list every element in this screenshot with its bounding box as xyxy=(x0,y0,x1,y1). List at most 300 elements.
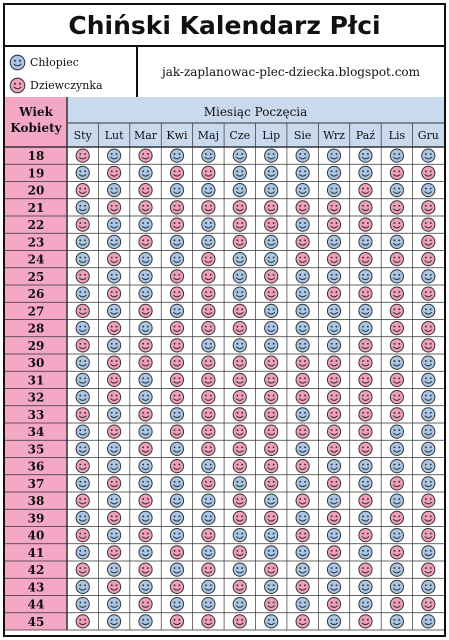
smiley-icon-girl xyxy=(296,494,309,507)
smiley-icon-boy xyxy=(108,563,121,576)
smiley-icon-boy xyxy=(108,149,121,162)
calendar-sheet xyxy=(3,3,446,637)
legend-item-boy xyxy=(9,52,79,72)
smiley-icon-boy xyxy=(233,598,246,611)
age-label-19: 19 xyxy=(27,166,45,181)
smiley-icon-girl xyxy=(139,442,152,455)
smiley-icon-boy xyxy=(296,184,309,197)
smiley-icon-girl xyxy=(359,529,372,542)
smiley-icon-girl xyxy=(296,615,309,628)
month-label-3: Kwi xyxy=(166,129,188,142)
smiley-icon-girl xyxy=(170,322,183,335)
smiley-icon-girl xyxy=(390,477,403,490)
smiley-icon-boy xyxy=(139,460,152,473)
smiley-icon-boy xyxy=(296,598,309,611)
age-label-26: 26 xyxy=(27,287,45,302)
smiley-icon-girl xyxy=(76,218,89,231)
smiley-icon-boy xyxy=(202,149,215,162)
smiley-icon-boy xyxy=(265,339,278,352)
smiley-icon-girl xyxy=(296,580,309,593)
smiley-icon-girl xyxy=(327,598,340,611)
smiley-icon-boy xyxy=(108,218,121,231)
smiley-icon-girl xyxy=(296,235,309,248)
smiley-icon-girl xyxy=(359,184,372,197)
smiley-icon-boy xyxy=(108,408,121,421)
age-label-41: 41 xyxy=(27,545,45,560)
smiley-icon-boy xyxy=(265,615,278,628)
smiley-icon-boy xyxy=(327,149,340,162)
smiley-icon-girl xyxy=(170,287,183,300)
smiley-icon-boy xyxy=(202,546,215,559)
smiley-icon-boy xyxy=(139,477,152,490)
smiley-icon-girl xyxy=(139,339,152,352)
smiley-icon-boy xyxy=(265,166,278,179)
smiley-icon-boy xyxy=(76,477,89,490)
smiley-icon-girl xyxy=(139,494,152,507)
age-header-line-1: Wiek xyxy=(19,105,53,119)
smiley-icon-boy xyxy=(139,218,152,231)
smiley-icon-girl xyxy=(108,356,121,369)
smiley-icon-boy xyxy=(327,580,340,593)
smiley-icon-boy xyxy=(170,563,183,576)
smiley-icon-boy xyxy=(170,477,183,490)
smiley-icon-boy xyxy=(202,184,215,197)
smiley-icon-boy xyxy=(170,149,183,162)
smiley-icon-girl xyxy=(233,408,246,421)
smiley-icon-girl xyxy=(390,166,403,179)
smiley-icon-girl xyxy=(327,442,340,455)
smiley-icon-girl xyxy=(296,201,309,214)
smiley-icon-girl xyxy=(233,373,246,386)
smiley-icon-boy xyxy=(76,166,89,179)
smiley-icon-boy xyxy=(296,149,309,162)
smiley-icon-boy xyxy=(139,166,152,179)
smiley-icon-girl xyxy=(265,442,278,455)
smiley-icon-girl xyxy=(76,529,89,542)
month-label-1: Lut xyxy=(104,129,124,142)
smiley-icon-boy xyxy=(390,270,403,283)
smiley-icon-girl xyxy=(265,563,278,576)
smiley-icon-girl xyxy=(390,598,403,611)
smiley-icon-boy xyxy=(296,304,309,317)
smiley-icon-boy xyxy=(327,184,340,197)
smiley-icon-girl xyxy=(390,253,403,266)
smiley-icon-boy xyxy=(202,460,215,473)
smiley-icon-girl xyxy=(390,546,403,559)
smiley-icon-boy xyxy=(422,149,435,162)
smiley-icon-girl xyxy=(202,425,215,438)
smiley-icon-boy xyxy=(359,598,372,611)
smiley-icon-girl xyxy=(202,373,215,386)
legend xyxy=(5,47,138,99)
smiley-icon-girl xyxy=(359,339,372,352)
smiley-icon-boy xyxy=(139,580,152,593)
smiley-icon-boy xyxy=(390,563,403,576)
smiley-icon-boy xyxy=(422,184,435,197)
smiley-icon-girl xyxy=(170,373,183,386)
month-label-0: Sty xyxy=(73,129,92,142)
smiley-icon-boy xyxy=(139,322,152,335)
month-label-5: Cze xyxy=(229,129,251,142)
smiley-icon-girl xyxy=(76,615,89,628)
smiley-icon-boy xyxy=(359,580,372,593)
age-label-39: 39 xyxy=(27,511,45,526)
smiley-icon-boy xyxy=(359,511,372,524)
smiley-icon-boy xyxy=(296,442,309,455)
smiley-icon-girl xyxy=(422,201,435,214)
smiley-icon-boy xyxy=(327,615,340,628)
smiley-icon-girl xyxy=(390,287,403,300)
smiley-icon-boy xyxy=(296,408,309,421)
smiley-icon-girl xyxy=(108,166,121,179)
smiley-icon-boy xyxy=(108,270,121,283)
smiley-icon-boy xyxy=(359,166,372,179)
gender-table xyxy=(5,97,444,635)
smiley-icon-girl xyxy=(265,356,278,369)
age-label-30: 30 xyxy=(27,356,45,371)
smiley-icon-boy xyxy=(170,442,183,455)
smiley-icon-girl xyxy=(359,253,372,266)
smiley-icon-boy xyxy=(233,563,246,576)
smiley-icon-boy xyxy=(108,494,121,507)
smiley-icon-boy xyxy=(327,339,340,352)
smiley-icon-boy xyxy=(202,218,215,231)
age-label-36: 36 xyxy=(27,459,45,474)
smiley-icon-boy xyxy=(422,615,435,628)
smiley-icon-boy xyxy=(296,166,309,179)
smiley-icon-girl xyxy=(359,442,372,455)
smiley-icon-girl xyxy=(108,201,121,214)
smiley-icon-boy xyxy=(139,511,152,524)
smiley-icon-girl xyxy=(76,149,89,162)
smiley-icon-girl xyxy=(233,546,246,559)
website-link[interactable]: jak-zaplanowac-plec-dziecka.blogspot.com xyxy=(138,47,444,99)
smiley-icon-boy xyxy=(422,391,435,404)
smiley-icon-girl xyxy=(327,218,340,231)
smiley-icon-girl xyxy=(108,425,121,438)
smiley-icon-girl xyxy=(202,322,215,335)
smiley-icon-girl xyxy=(265,270,278,283)
smiley-icon-boy xyxy=(233,477,246,490)
smiley-icon-boy xyxy=(422,356,435,369)
smiley-icon-girl xyxy=(233,391,246,404)
smiley-icon-boy xyxy=(76,511,89,524)
smiley-icon-boy xyxy=(76,373,89,386)
smiley-icon-girl xyxy=(170,218,183,231)
smiley-icon-girl xyxy=(359,563,372,576)
smiley-icon-boy xyxy=(233,253,246,266)
smiley-icon-boy xyxy=(265,235,278,248)
age-label-29: 29 xyxy=(27,338,45,353)
smiley-icon-girl xyxy=(359,218,372,231)
smiley-icon-girl xyxy=(296,460,309,473)
smiley-icon-girl xyxy=(359,356,372,369)
smiley-icon-girl xyxy=(422,235,435,248)
smiley-icon-boy xyxy=(359,477,372,490)
smiley-icon-girl xyxy=(170,425,183,438)
smiley-icon-girl xyxy=(233,580,246,593)
smiley-icon-girl xyxy=(202,563,215,576)
smiley-icon-boy xyxy=(202,580,215,593)
smiley-icon-boy xyxy=(422,460,435,473)
smiley-icon-boy xyxy=(390,235,403,248)
month-label-8: Wrz xyxy=(323,129,345,142)
smiley-icon-boy xyxy=(296,218,309,231)
month-label-2: Mar xyxy=(133,129,158,142)
smiley-icon-girl xyxy=(422,563,435,576)
smiley-icon-boy xyxy=(139,287,152,300)
smiley-icon-girl xyxy=(359,201,372,214)
smiley-icon-boy xyxy=(327,304,340,317)
smiley-icon-girl xyxy=(108,391,121,404)
smiley-icon-boy xyxy=(170,235,183,248)
smiley-icon-boy xyxy=(422,408,435,421)
smiley-icon-girl xyxy=(265,598,278,611)
smiley-icon-girl xyxy=(390,391,403,404)
smiley-icon-girl xyxy=(170,166,183,179)
smiley-icon-girl xyxy=(390,373,403,386)
smiley-icon-boy xyxy=(296,270,309,283)
smiley-icon-girl xyxy=(202,166,215,179)
month-label-4: Maj xyxy=(197,129,219,142)
smiley-icon-boy xyxy=(76,235,89,248)
smiley-icon-girl xyxy=(422,253,435,266)
smiley-icon-boy xyxy=(296,546,309,559)
smiley-icon-girl xyxy=(76,563,89,576)
smiley-icon-boy xyxy=(108,529,121,542)
age-label-33: 33 xyxy=(27,407,45,422)
age-label-34: 34 xyxy=(27,425,45,440)
smiley-icon-boy xyxy=(202,235,215,248)
smiley-icon-girl xyxy=(390,511,403,524)
smiley-icon-boy xyxy=(233,166,246,179)
smiley-icon-boy xyxy=(202,494,215,507)
smiley-icon-girl xyxy=(422,511,435,524)
smiley-icon-girl xyxy=(422,494,435,507)
smiley-icon-girl xyxy=(170,615,183,628)
smiley-icon-girl xyxy=(202,270,215,283)
smiley-icon-girl xyxy=(139,529,152,542)
smiley-icon-boy xyxy=(139,546,152,559)
smiley-icon-boy xyxy=(233,529,246,542)
age-label-42: 42 xyxy=(27,563,45,578)
smiley-icon-girl xyxy=(170,460,183,473)
smiley-icon-girl xyxy=(76,408,89,421)
smiley-icon-boy xyxy=(76,580,89,593)
smiley-icon-girl xyxy=(296,356,309,369)
smiley-icon-girl xyxy=(233,356,246,369)
smiley-icon-girl xyxy=(265,287,278,300)
smiley-icon-girl xyxy=(422,339,435,352)
age-header-line-2: Kobiety xyxy=(10,121,62,135)
smiley-icon-girl xyxy=(233,201,246,214)
smiley-icon-girl xyxy=(233,615,246,628)
smiley-icon-boy xyxy=(327,529,340,542)
smiley-icon-boy xyxy=(327,166,340,179)
smiley-icon-girl xyxy=(202,391,215,404)
age-label-25: 25 xyxy=(27,269,45,284)
smiley-icon-girl xyxy=(233,235,246,248)
smiley-icon-girl xyxy=(139,235,152,248)
smiley-icon-girl xyxy=(233,442,246,455)
smiley-icon-boy xyxy=(327,460,340,473)
smiley-icon-boy xyxy=(139,270,152,283)
smiley-icon-girl xyxy=(108,511,121,524)
smiley-icon-boy xyxy=(422,477,435,490)
smiley-icon-girl xyxy=(390,408,403,421)
smiley-icon-boy xyxy=(233,184,246,197)
smiley-icon-boy xyxy=(170,304,183,317)
smiley-icon-boy xyxy=(359,304,372,317)
smiley-icon-girl xyxy=(202,304,215,317)
smiley-icon-boy xyxy=(76,425,89,438)
smiley-icon-girl xyxy=(359,425,372,438)
smiley-icon-boy xyxy=(233,287,246,300)
smiley-icon-girl xyxy=(359,494,372,507)
smiley-icon-boy xyxy=(76,322,89,335)
smiley-icon-boy xyxy=(296,287,309,300)
smiley-icon-boy xyxy=(233,339,246,352)
smiley-icon-girl xyxy=(170,356,183,369)
smiley-icon-boy xyxy=(170,253,183,266)
smiley-icon-boy xyxy=(359,235,372,248)
smiley-icon-boy xyxy=(296,339,309,352)
smiley-icon-boy xyxy=(265,529,278,542)
legend-item-girl xyxy=(9,75,103,95)
smiley-icon-boy xyxy=(390,425,403,438)
smiley-icon-boy xyxy=(76,546,89,559)
smiley-icon-girl xyxy=(108,322,121,335)
smiley-icon-girl xyxy=(202,477,215,490)
age-label-40: 40 xyxy=(27,528,45,543)
smiley-icon-boy xyxy=(422,425,435,438)
smiley-icon-boy xyxy=(390,615,403,628)
age-label-32: 32 xyxy=(27,390,45,405)
smiley-icon-girl xyxy=(327,477,340,490)
smiley-icon-girl xyxy=(202,287,215,300)
smiley-icon-girl xyxy=(265,460,278,473)
month-label-10: Lis xyxy=(388,129,406,142)
smiley-icon-boy xyxy=(390,529,403,542)
smiley-icon-girl xyxy=(265,425,278,438)
smiley-icon-boy xyxy=(139,253,152,266)
smiley-icon-girl xyxy=(422,287,435,300)
smiley-icon-girl xyxy=(139,184,152,197)
smiley-icon-boy xyxy=(108,460,121,473)
smiley-icon-boy xyxy=(139,425,152,438)
smiley-icon-girl xyxy=(359,287,372,300)
smiley-icon-girl xyxy=(202,442,215,455)
smiley-icon-boy xyxy=(359,149,372,162)
smiley-icon-girl xyxy=(265,391,278,404)
smiley-icon-girl xyxy=(170,391,183,404)
smiley-icon-boy xyxy=(422,373,435,386)
smiley-icon-girl xyxy=(202,529,215,542)
smiley-icon-girl xyxy=(139,149,152,162)
smiley-icon-girl xyxy=(327,408,340,421)
smiley-icon-girl xyxy=(108,287,121,300)
smiley-icon-boy xyxy=(139,373,152,386)
smiley-icon-girl xyxy=(202,253,215,266)
smiley-icon-boy xyxy=(202,339,215,352)
smiley-icon-girl xyxy=(390,339,403,352)
smiley-icon-boy xyxy=(422,270,435,283)
smiley-icon-boy xyxy=(390,356,403,369)
age-label-35: 35 xyxy=(27,442,45,457)
smiley-icon-girl xyxy=(359,408,372,421)
age-label-20: 20 xyxy=(27,183,45,198)
legend-label-girl: Dziewczynka xyxy=(30,78,103,92)
smiley-icon-girl xyxy=(108,546,121,559)
smiley-icon-boy xyxy=(327,322,340,335)
smiley-icon-boy xyxy=(233,270,246,283)
smiley-icon-boy xyxy=(422,580,435,593)
smiley-icon-boy xyxy=(359,322,372,335)
smiley-icon-boy xyxy=(108,235,121,248)
smiley-icon-girl xyxy=(233,322,246,335)
smiley-icon-girl xyxy=(359,615,372,628)
smiley-icon-girl xyxy=(296,253,309,266)
smiley-icon-boy xyxy=(76,442,89,455)
smiley-icon-boy xyxy=(76,287,89,300)
smiley-icon-boy xyxy=(202,598,215,611)
smiley-icon-girl xyxy=(422,529,435,542)
smiley-icon-boy xyxy=(265,580,278,593)
smiley-icon-girl xyxy=(202,408,215,421)
age-label-27: 27 xyxy=(27,304,45,319)
smiley-icon-girl xyxy=(233,304,246,317)
smiley-icon-girl xyxy=(108,373,121,386)
smiley-icon-girl xyxy=(327,287,340,300)
smiley-icon-boy xyxy=(327,270,340,283)
smiley-icon-boy xyxy=(108,442,121,455)
smiley-icon-girl xyxy=(202,615,215,628)
smiley-icon-girl xyxy=(327,391,340,404)
smiley-icon-girl xyxy=(233,460,246,473)
smiley-icon-girl xyxy=(76,460,89,473)
smiley-icon-girl xyxy=(327,201,340,214)
smiley-icon-girl xyxy=(296,391,309,404)
smiley-icon-girl xyxy=(390,322,403,335)
smiley-icon-girl xyxy=(170,546,183,559)
smiley-icon-boy xyxy=(359,460,372,473)
smiley-icon-boy xyxy=(265,253,278,266)
smiley-icon-girl xyxy=(390,201,403,214)
smiley-icon-girl xyxy=(327,425,340,438)
smiley-icon-boy xyxy=(76,253,89,266)
smiley-icon-boy xyxy=(390,149,403,162)
smiley-icon-girl xyxy=(390,218,403,231)
smiley-icon-girl xyxy=(76,339,89,352)
smiley-icon-boy xyxy=(108,598,121,611)
smiley-icon-girl xyxy=(108,477,121,490)
smiley-icon-boy xyxy=(170,494,183,507)
smiley-icon-girl xyxy=(170,270,183,283)
smiley-icon-boy xyxy=(296,511,309,524)
smiley-icon-boy xyxy=(108,615,121,628)
smiley-icon-girl xyxy=(359,373,372,386)
smiley-icon-girl xyxy=(327,546,340,559)
month-label-7: Sie xyxy=(293,129,312,142)
age-label-28: 28 xyxy=(27,321,45,336)
smiley-icon-boy xyxy=(202,511,215,524)
smiley-icon-boy xyxy=(296,477,309,490)
smiley-icon-girl xyxy=(108,253,121,266)
smiley-icon-boy xyxy=(76,356,89,369)
smiley-icon-boy xyxy=(265,184,278,197)
smiley-icon-boy xyxy=(390,580,403,593)
smiley-icon-boy xyxy=(327,563,340,576)
